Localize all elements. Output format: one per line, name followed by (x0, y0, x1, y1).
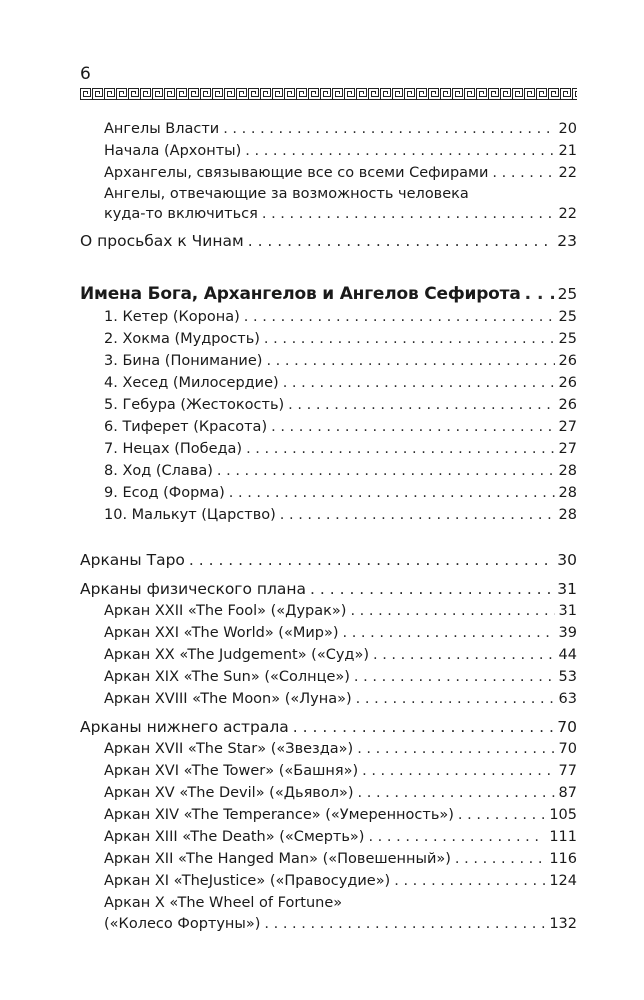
toc-entry[interactable] (104, 601, 577, 622)
toc-leader-dots (394, 871, 545, 892)
toc-entry-title: 6. Тиферет (Красота) (104, 419, 268, 435)
toc-heading-title: Имена Бога, Архангелов и Ангелов Сефирота (80, 284, 521, 304)
toc-entry-page: 28 (558, 463, 577, 479)
toc-entry-page: 116 (549, 851, 577, 867)
toc-entry[interactable] (104, 761, 577, 782)
toc-entry-page: 27 (558, 441, 577, 457)
toc-entry-title: 10. Малькут (Царство) (104, 507, 276, 523)
toc-leader-dots (189, 550, 553, 571)
toc-entry-title: («Колесо Фортуны») (104, 916, 261, 932)
toc-entry[interactable] (104, 351, 577, 372)
toc-entry-title: Аркан XII «The Hanged Man» («Повешенный») (104, 851, 451, 867)
toc-entry-title: 9. Есод (Форма) (104, 485, 225, 501)
toc-entry-page: 25 (558, 309, 577, 325)
toc-entry-page: 25 (558, 331, 577, 347)
toc-leader-dots (280, 505, 555, 526)
toc-entry-title: 3. Бина (Понимание) (104, 353, 263, 369)
toc-entry[interactable] (104, 141, 577, 162)
toc-leader-dots (455, 849, 545, 870)
toc-entry[interactable] (104, 667, 577, 688)
toc-entry-title: Аркан XX «The Judgement» («Суд») (104, 647, 369, 663)
toc-entry-page: 132 (549, 916, 577, 932)
toc-entry-page: 31 (558, 603, 577, 619)
toc-entry[interactable] (104, 849, 577, 870)
toc-entry[interactable] (104, 623, 577, 644)
toc-entry-page: 21 (558, 143, 577, 159)
toc-entry-title: О просьбах к Чинам (80, 232, 244, 250)
toc-leader-dots (350, 601, 554, 622)
toc-entry[interactable] (104, 119, 577, 140)
toc-entry-title: 1. Кетер (Корона) (104, 309, 240, 325)
toc-entry[interactable] (104, 689, 577, 710)
toc-entry-page: 28 (558, 507, 577, 523)
toc-entry[interactable] (104, 373, 577, 394)
toc-entry-page: 26 (558, 353, 577, 369)
toc-entry-page: 124 (549, 873, 577, 889)
toc-entry-title: Аркан XIX «The Sun» («Солнце») (104, 669, 350, 685)
toc-entry-title: куда-то включиться (104, 206, 258, 222)
toc-leader-dots (264, 914, 545, 935)
toc-entry-page: 111 (549, 829, 577, 845)
toc-entry-page: 105 (549, 807, 577, 823)
toc-entry-page: 25 (557, 285, 577, 303)
toc-entry-page: 70 (558, 741, 577, 757)
toc-entry[interactable] (104, 645, 577, 666)
toc-leader-dots (310, 579, 553, 600)
toc-entry-page: 28 (558, 485, 577, 501)
toc-entry[interactable] (80, 717, 577, 738)
toc-entry[interactable] (104, 163, 577, 184)
toc-entry-title: Аркан XXII «The Fool» («Дурак») (104, 603, 347, 619)
toc-entry-title: Аркан XVII «The Star» («Звезда») (104, 741, 354, 757)
toc-entry-page: 22 (558, 165, 577, 181)
toc-entry-page: 77 (558, 763, 577, 779)
toc-entry[interactable] (104, 827, 577, 848)
toc-entry-page: 27 (558, 419, 577, 435)
toc-entry-title: Аркан XIII «The Death» («Смерть») (104, 829, 365, 845)
toc-leader-dots (525, 284, 554, 305)
toc-leader-dots (244, 307, 555, 328)
toc-leader-dots (262, 204, 555, 225)
toc-entry[interactable] (104, 461, 577, 482)
toc-leader-dots (368, 827, 545, 848)
toc-entry-title: Аркан XXI «The World» («Мир») (104, 625, 339, 641)
toc-leader-dots (246, 439, 554, 460)
toc-leader-dots (266, 351, 554, 372)
toc-entry-title: Арканы Таро (80, 551, 185, 569)
toc-entry-title: 4. Хесед (Милосердие) (104, 375, 279, 391)
toc-entry-title: Начала (Архонты) (104, 143, 242, 159)
toc-entry-title: Аркан XV «The Devil» («Дьявол») (104, 785, 354, 801)
toc-entry-title: 5. Гебура (Жестокость) (104, 397, 285, 413)
toc-entry-page: 31 (557, 580, 577, 598)
toc-entry-page: 63 (558, 691, 577, 707)
toc-entry-page: 22 (558, 206, 577, 222)
toc-entry-title: Арканы нижнего астрала (80, 718, 289, 736)
toc-entry-title: Аркан XVI «The Tower» («Башня») (104, 763, 359, 779)
toc-entry-page: 23 (557, 232, 577, 250)
toc-entry[interactable] (104, 505, 577, 526)
toc-leader-dots (288, 395, 554, 416)
toc-entry[interactable] (104, 871, 577, 892)
toc-entry[interactable] (104, 805, 577, 826)
toc-entry[interactable] (104, 329, 577, 350)
toc-entry[interactable] (104, 914, 577, 935)
toc-entry[interactable] (104, 395, 577, 416)
toc-leader-dots (264, 329, 555, 350)
toc-leader-dots (293, 717, 553, 738)
toc-leader-dots (458, 805, 545, 826)
toc-entry-title: 8. Ход (Слава) (104, 463, 213, 479)
toc-entry-page: 30 (557, 551, 577, 569)
page-number: 6 (80, 64, 91, 84)
toc-leader-dots (248, 231, 554, 252)
toc-leader-dots (354, 667, 555, 688)
toc-entry[interactable] (104, 739, 577, 760)
toc-heading-entry[interactable] (80, 284, 577, 305)
toc-entry[interactable] (80, 579, 577, 600)
toc-leader-dots (362, 761, 554, 782)
toc-leader-dots (356, 689, 555, 710)
toc-entry-title: Аркан XI «TheJustice» («Правосудие») (104, 873, 391, 889)
toc-entry[interactable] (80, 550, 577, 571)
toc-entry-title: Аркан XVIII «The Moon» («Луна») (104, 691, 352, 707)
toc-leader-dots (245, 141, 554, 162)
toc-entry-page: 26 (558, 397, 577, 413)
toc-leader-dots (223, 119, 554, 140)
toc-leader-dots (373, 645, 555, 666)
toc-entry[interactable] (104, 307, 577, 328)
toc-entry-page: 53 (558, 669, 577, 685)
toc-entry-title: 7. Нецах (Победа) (104, 441, 243, 457)
toc-entry-page: 20 (558, 121, 577, 137)
toc-entry-title: Архангелы, связывающие все со всеми Сефирами (104, 165, 489, 181)
toc-entry-page: 87 (558, 785, 577, 801)
toc-entry-title: Ангелы Власти (104, 121, 220, 137)
toc-entry[interactable] (80, 231, 577, 252)
toc-leader-dots (217, 461, 555, 482)
toc-leader-dots (283, 373, 555, 394)
toc-entry-title: Арканы физического плана (80, 580, 307, 598)
toc-entry[interactable] (104, 417, 577, 438)
toc-leader-dots (492, 163, 554, 184)
toc-entry[interactable] (104, 483, 577, 504)
toc-entry-title-line1: Аркан X «The Wheel of Fortune» (104, 895, 343, 911)
toc-leader-dots (229, 483, 555, 504)
toc-entry-page: 39 (558, 625, 577, 641)
toc-leader-dots (343, 623, 555, 644)
toc-entry-page: 70 (557, 718, 577, 736)
toc-entry-title: Аркан XIV «The Temperance» («Умеренность») (104, 807, 454, 823)
toc-entry-page: 44 (558, 647, 577, 663)
toc-entry-title-line1: Ангелы, отвечающие за возможность человека (104, 186, 469, 202)
toc-entry[interactable] (104, 204, 577, 225)
toc-entry-title: 2. Хокма (Мудрость) (104, 331, 260, 347)
toc-entry-page: 26 (558, 375, 577, 391)
toc-entry[interactable] (104, 439, 577, 460)
toc-leader-dots (358, 783, 555, 804)
toc-entry[interactable] (104, 783, 577, 804)
toc-leader-dots (357, 739, 554, 760)
toc-leader-dots (271, 417, 554, 438)
